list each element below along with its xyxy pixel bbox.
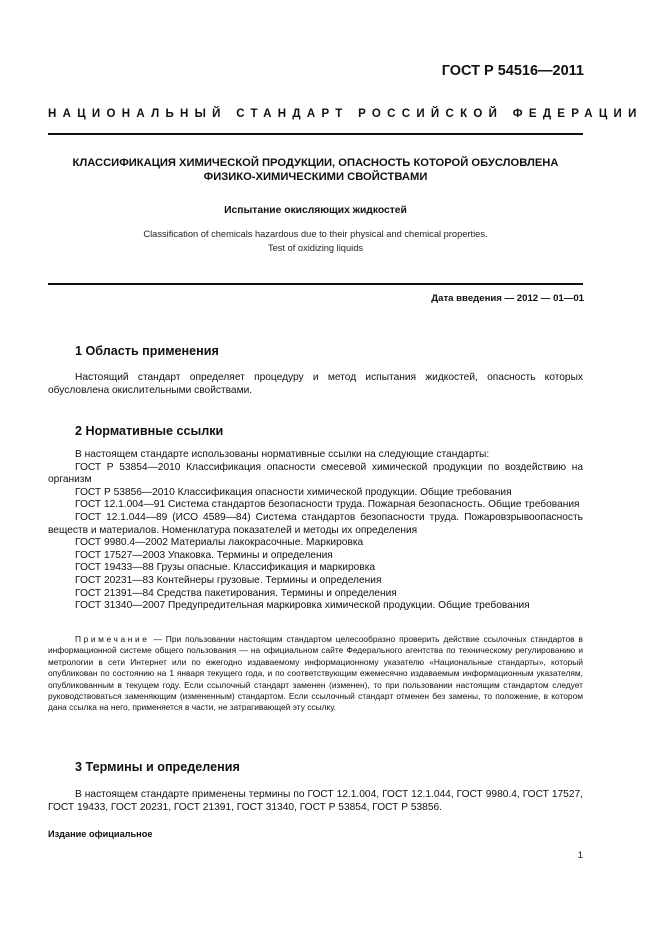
reference-item: ГОСТ 19433—88 Грузы опасные. Классификация и маркировка [75, 562, 376, 574]
section-1-heading: 1 Область применения [75, 344, 219, 358]
document-subtitle: Испытание окисляющих жидкостей [224, 205, 407, 216]
title-line-2: ФИЗИКО-ХИМИЧЕСКИМИ СВОЙСТВАМИ [203, 171, 428, 183]
normative-references-list [48, 449, 583, 613]
reference-item: ГОСТ 17527—2003 Упаковка. Термины и определения [75, 549, 333, 561]
reference-item: ГОСТ 12.1.004—91 Система стандартов безопасности труда. Пожарная безопасность. Общие требования [75, 499, 580, 511]
english-title-line-2: Test of oxidizing liquids [267, 243, 364, 253]
section-1-paragraph: Настоящий стандарт определяет процедуру и метод испытания жидкостей, опасность которых обусловлена окислительными свойствами. [48, 372, 583, 396]
reference-item: ГОСТ 31340—2007 Предупредительная маркировка химической продукции. Общие требования [75, 600, 530, 612]
references-intro: В настоящем стандарте использованы нормативные ссылки на следующие стандарты: [75, 449, 490, 460]
english-title-line-1: Classification of chemicals hazardous due to their physical and chemical properties. [143, 229, 488, 239]
title-divider [48, 283, 583, 285]
reference-item: ГОСТ 21391—84 Средства пакетирования. Термины и определения [75, 587, 397, 599]
note-label: Примечание [75, 634, 150, 644]
document-title [48, 156, 583, 184]
title-line-1: КЛАССИФИКАЦИЯ ХИМИЧЕСКОЙ ПРОДУКЦИИ, ОПАСНОСТЬ КОТОРОЙ ОБУСЛОВЛЕНА [72, 157, 559, 169]
english-title [48, 227, 583, 255]
reference-item: ГОСТ 9980.4—2002 Материалы лакокрасочные. Маркировка [75, 537, 364, 549]
section-1-body [48, 372, 583, 398]
page-number: 1 [577, 850, 583, 861]
reference-item: ГОСТ Р 53854—2010 Классификация опасности смесевой химической продукции по воздействию на организм [48, 461, 583, 486]
references-note [48, 634, 583, 714]
reference-item: ГОСТ 20231—83 Контейнеры грузовые. Термины и определения [75, 574, 382, 586]
section-2-heading: 2 Нормативные ссылки [75, 424, 224, 438]
introduction-date: Дата введения — 2012 — 01—01 [431, 293, 584, 304]
section-3-paragraph: В настоящем стандарте применены термины по ГОСТ 12.1.004, ГОСТ 12.1.044, ГОСТ 9980.4, ГОСТ 17527, ГОСТ 19433, ГОСТ 20231, ГОСТ 21391, ГОСТ 31340, ГОСТ Р 53854, ГОСТ Р 53856. [48, 789, 583, 813]
official-edition-label: Издание официальное [48, 829, 153, 839]
note-text: — При пользовании настоящим стандартом целесообразно проверить действие ссылочных стандартов в информационной системе общего пользования — на официальном сайте Федерального агентства по техническому регулированию и метрологии в сети Интернет или по ежегодно издаваемому информационному указателю «Национальные стандарты», который опубликован по состоянию на 1 января текущего года, и по соответствующим ежемесячно издаваемым информационным указателям, опубликованным в текущем году. Если ссылочный стандарт заменен (изменен), то при пользовании настоящим стандартом следует руководствоваться заменяющим (измененным) стандартом. Если ссылочный стандарт отменен без замены, то положение, в котором дана ссылка на него, применяется в части, не затрагивающей эту ссылку. [48, 634, 583, 713]
section-3-heading: 3 Термины и определения [75, 760, 240, 774]
document-number: ГОСТ Р 54516—2011 [441, 63, 584, 79]
top-divider [48, 133, 583, 135]
national-standard-banner: НАЦИОНАЛЬНЫЙ СТАНДАРТ РОССИЙСКОЙ ФЕДЕРАЦИИ [48, 108, 643, 120]
section-3-body [48, 789, 583, 815]
reference-item: ГОСТ 12.1.044—89 (ИСО 4589—84) Система стандартов безопасности труда. Пожаровзрывоопасность веществ и материалов. Номенклатура показателей и методы их определения [48, 511, 583, 536]
reference-item: ГОСТ Р 53856—2010 Классификация опасности химической продукции. Общие требования [75, 486, 512, 498]
